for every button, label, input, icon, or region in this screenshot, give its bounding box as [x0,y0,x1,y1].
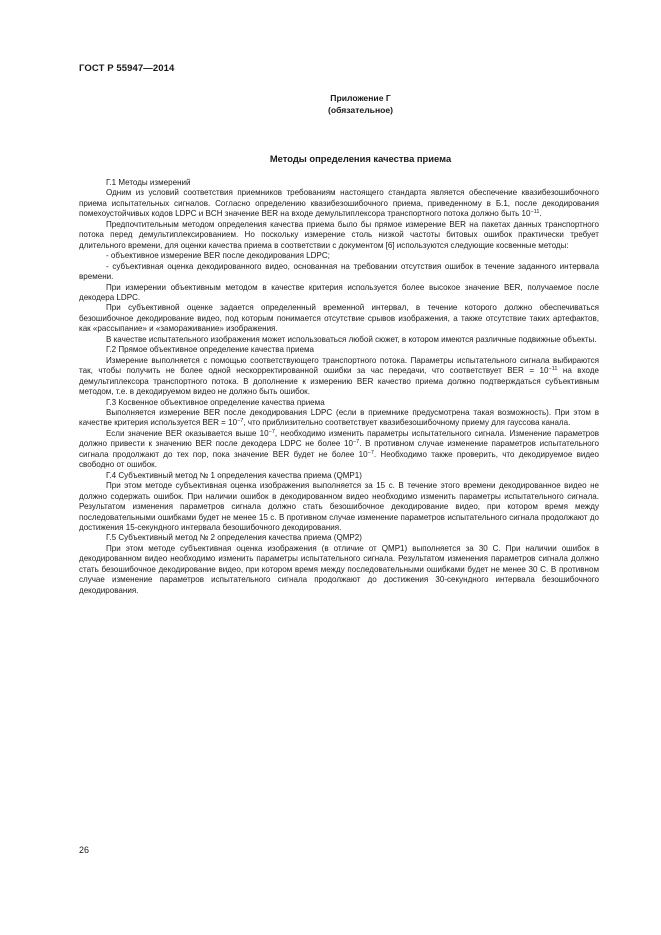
list-item-objective: - объективное измерение BER после декодирования LDPC; [106,251,330,261]
document-body [79,178,599,596]
paragraph-g2-1: Измерение выполняется с помощью соответствующего транспортного потока. Параметры испытательного сигнала выбираются так, чтобы получить не более одной нескорректированной ошибки за час передачи, что соответствует BER = $10^{-11}$ на входе демультиплексора транспортного потока. В дополнение к измерению BER качество приема должно подтверждаться субъективным методом, т.е. в декодируемом видео не должно быть ошибок. [79,355,599,397]
section-title: Методы определения качества приема [269,153,452,164]
heading-g3: Г.3 Косвенное объективное определение качества приема [106,397,325,407]
appendix-title: Приложение Г [330,93,391,103]
heading-g2: Г.2 Прямое объективное определение качества приема [106,345,314,355]
paragraph-g1-3: При измерении объективным методом в качестве критерия используется более высокое значение BER, получаемое после декодера LDPC. [79,282,599,302]
paragraph-g3-1: Выполняется измерение BER после декодирования LDPC (если в приемнике предусмотрена такая возможность). При этом в качестве критерия используется BER = $10^{-7}$, что приблизительно соответствует квазибезошибочному приему для гауссова канала. [79,407,599,428]
appendix-status: (обязательное) [327,105,394,115]
paragraph-g5-1: При этом методе субъективная оценка изображения (в отличие от QMP1) выполняется за 30 С. При наличии ошибок в декодированном видео необходимо изменить параметры испытательного сигнала. Результатом изменения параметров сигнала должно стать безошибочное декодирование видео, при котором время между последовательными ошибками будет не менее 30 С. В противном случае изменение параметров испытательного сигнала продолжают до достижения 30-секундного интервала безошибочного декодирования. [79,543,599,595]
paragraph-g1-2: Предпочтительным методом определения качества приема было бы прямое измерение BER на пакетах данных транспортного потока перед демультиплексированием. Но поскольку измерение столь низкой частоты битовых ошибок практически требует длительного времени, для оценки качества приема в соответствии с документом [6] используются следующие косвенные методы: [79,219,599,250]
heading-g1: Г.1 Методы измерений [106,178,191,187]
heading-g5: Г.5 Субъективный метод № 2 определения качества приема (QMP2) [106,533,362,543]
paragraph-g1-5: В качестве испытательного изображения может использоваться любой сюжет, в котором имеются различные подвижные объекты. [106,334,597,344]
document-id: ГОСТ Р 55947—2014 [79,63,175,74]
list-item-subjective: - субъективная оценка декодированного видео, основанная на требовании отсутствия ошибок в течение заданного интервала времени. [79,261,599,282]
paragraph-g1-1: Одним из условий соответствия приемников требованиям настоящего стандарта является обеспечение квазибезошибочного приема испытательных сигналов. Согласно определению квазибезошибочного приема, приведенному в Б.1, после декодирования помехоустойчивых кодов LDPC и BCH значение BER на входе демультиплексора транспортного потока должно быть $10^{-11}$. [79,188,599,219]
paragraph-g4-1: При этом методе субъективная оценка изображения выполняется за 15 с. В течение этого времени декодированное видео не должно содержать ошибок. При наличии ошибок в декодированном видео необходимо изменить параметры испытательного сигнала. Результатом изменения параметров сигнала должно стать безошибочное декодирование видео, при котором время между последовательными ошибками будет не менее 15 с. В противном случае изменение параметров испытательного сигнала продолжают до достижения 15-секундного интервала безошибочного декодирования. [79,481,599,532]
paragraph-g3-2: Если значение BER оказывается выше $10^{-7}$, необходимо изменить параметры испытательного сигнала. Изменение параметров должно привести к значению BER после декодера LDPC не более $10^{-7}$. В противном случае изменение параметров испытательного сигнала продолжают до тех пор, пока значение BER будет не более $10^{-7}$. Необходимо также проверить, что декодируемое видео свободно от ошибок. [79,428,600,470]
paragraph-g1-4: При субъективной оценке задается определенный временной интервал, в течение которого должно обеспечиваться безошибочное декодирование видео, под которым понимается отсутствие срывов изображения, а также отсутствие таких артефактов, как «рассыпание» и «замораживание» изображения. [79,303,599,334]
page-number: 26 [79,845,90,855]
heading-g4: Г.4 Субъективный метод № 1 определения качества приема (QMP1) [106,470,362,480]
